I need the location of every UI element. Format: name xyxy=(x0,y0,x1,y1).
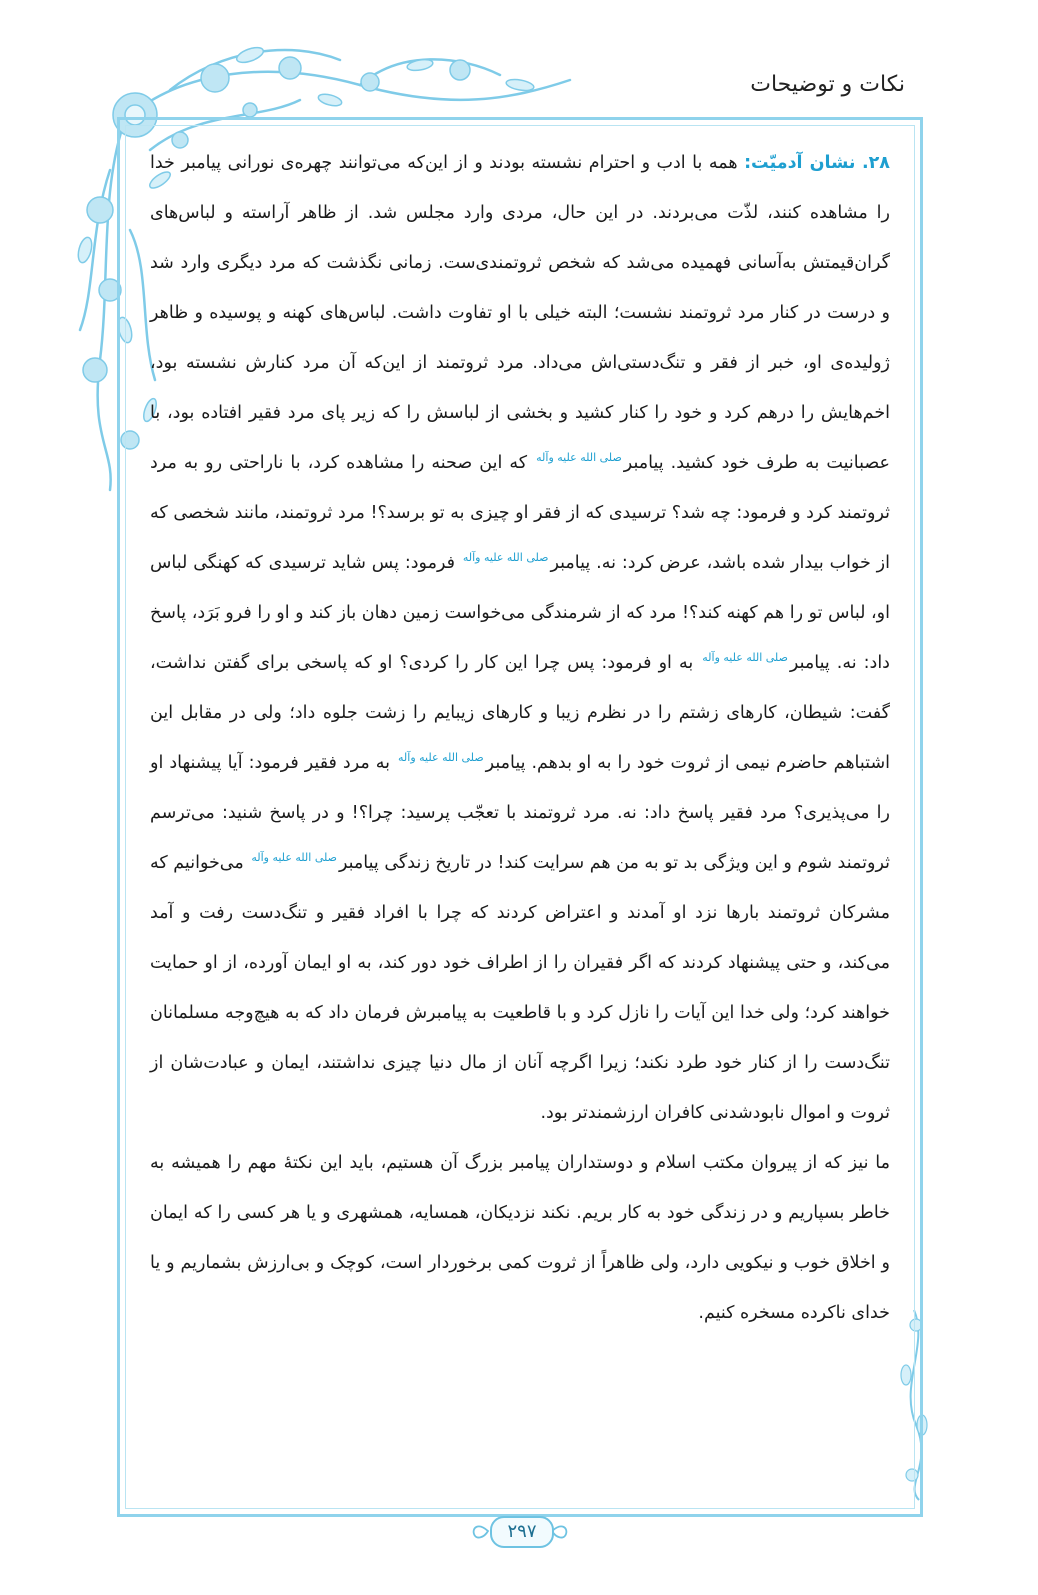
note-text-2: که این صحنه را مشاهده کرد، با ناراحتی رو به مرد ثروتمند کرد و فرمود: چه شد؟ ترسیدی که از فقر او چیزی به تو برسد؟! مرد ثروتمند، مانند شخصی که از خواب بیدار شده باشد، عرض کرد: نه. پیامبر xyxy=(150,453,890,573)
salutation-1: صلی الله علیه وآله xyxy=(536,451,622,465)
note-number: ۲۸. xyxy=(861,153,890,173)
note-title: نشان آدمیّت: xyxy=(744,153,856,173)
section-title: نکات و توضیحات xyxy=(750,72,905,97)
salutation-2: صلی الله علیه وآله xyxy=(462,551,549,565)
note-paragraph xyxy=(150,138,890,1138)
note-text-1: همه با ادب و احترام نشسته بودند و از این‌که می‌توانند چهره‌ی نورانی پیامبر خدا را مشاهده کنند، لذّت می‌بردند. در این حال، مردی وارد مجلس شد. از ظاهر آراسته و لباس‌های گران‌قیمتش به‌آسانی فهمیده می‌شد که شخص ثروتمندی‌ست. زمانی نگذشت که مرد دیگری وارد شد و درست در کنار مرد ثروتمند نشست؛ البته خیلی با او تفاوت داشت. لباس‌های کهنه و پوسیده و ظاهر ژولیده‌ی او، خبر از فقر و تنگ‌دستی‌اش می‌داد. مرد ثروتمند از این‌که آن مرد کنارش نشسته بود، اخم‌هایش را درهم کرد و خود را کنار کشید و بخشی از لباسش را که زیر پای مرد فقیر افتاده بود، با عصبانیت به طرف خود کشید. پیامبر xyxy=(150,153,890,473)
salutation-4: صلی الله علیه وآله xyxy=(398,751,484,765)
note-text-6: می‌خوانیم که مشرکان ثروتمند بارها نزد او آمدند و اعتراض کردند که چرا با افراد فقیر و تنگ‌دست رفت و آمد می‌کند، و حتی پیشنهاد کردند که اگر فقیران را از اطراف خود دور کند، به او ایمان آورده، از او حمایت خواهند کرد؛ ولی خدا این آیات را نازل کرد و با قاطعیت به پیامبرش فرمان داد که به هیچ‌وجه مسلمانان تنگ‌دست را از کنار خود طرد نکند؛ زیرا اگرچه آنان از مال دنیا چیزی نداشتند، ایمان و عبادت‌شان از ثروت و اموال نابودشدنی کافران ارزشمندتر بود. xyxy=(150,853,890,1123)
note-text-5: به مرد فقیر فرمود: آیا پیشنهاد او را می‌پذیری؟ مرد فقیر پاسخ داد: نه. مرد ثروتمند با تعجّب پرسید: چرا؟! و در پاسخ شنید: می‌ترسم ثروتمند شوم و این ویژگی بد تو به من هم سرایت کند! در تاریخ زندگی پیامبر xyxy=(150,753,890,873)
salutation-5: صلی الله علیه وآله xyxy=(251,851,337,865)
page-number-badge xyxy=(470,1508,570,1554)
salutation-3: صلی الله علیه وآله xyxy=(702,651,788,665)
note-text-3: فرمود: پس شاید ترسیدی که کهنگی لباس او، لباس تو را هم کهنه کند؟! مرد که از شرمندگی می‌خواست زمین دهان باز کند و او را فرو بَرَد، پاسخ داد: نه. پیامبر xyxy=(150,553,890,673)
page-number: ۲۹۷ xyxy=(490,1516,554,1548)
conclusion-paragraph: ما نیز که از پیروان مکتب اسلام و دوستداران پیامبر بزرگ آن هستیم، باید این نکتهٔ مهم را همیشه به خاطر بسپاریم و در زندگی خود به کار بریم. نکند نزدیکان، همسایه، همشهری و یا هر کسی را که ایمان و اخلاق خوب و نیکویی دارد، ولی ظاهراً از ثروت کمی برخوردار است، کوچک و بی‌ارزش بشماریم و یا خدای ناکرده مسخره کنیم. xyxy=(150,1153,890,1323)
note-text-4: به او فرمود: پس چرا این کار را کردی؟ او که پاسخی برای گفتن نداشت، گفت: شیطان، کارهای زشتم را در نظرم زیبا و کارهای زیبایم را زشت جلوه داد؛ ولی در مقابل این اشتباهم حاضرم نیمی از ثروت خود را به او بدهم. پیامبر xyxy=(150,653,890,773)
content-body xyxy=(150,138,890,1338)
